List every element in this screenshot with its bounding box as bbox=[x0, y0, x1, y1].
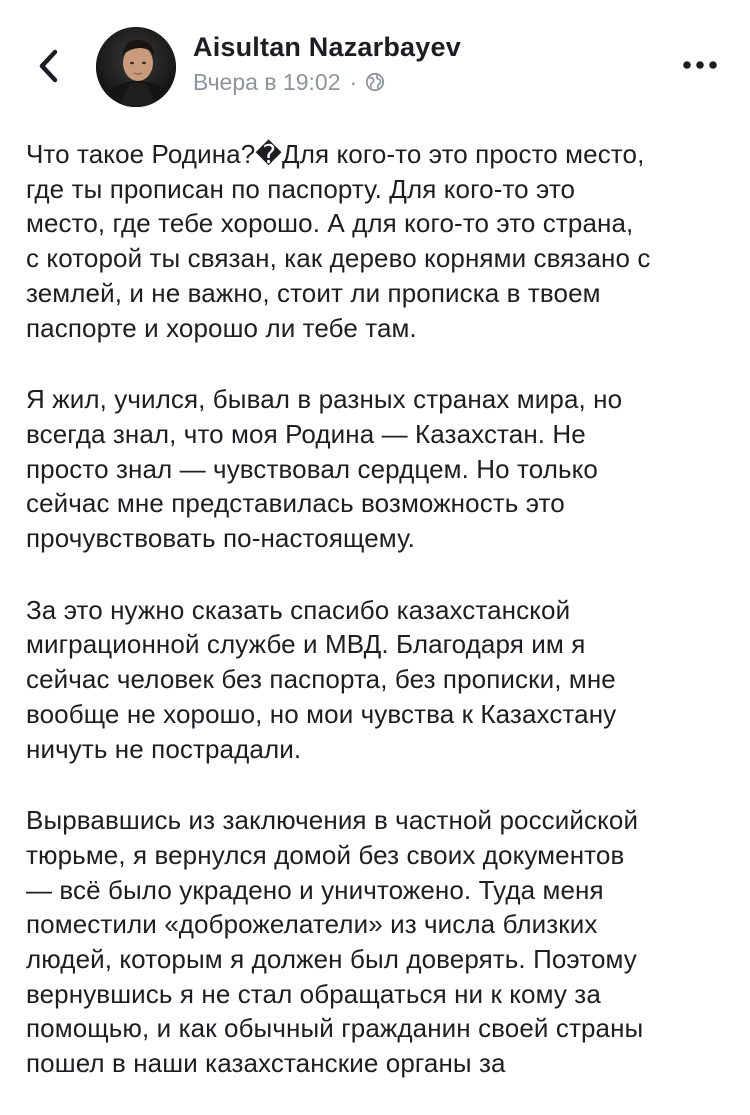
author-name[interactable]: Aisultan Nazarbayev bbox=[193, 32, 461, 62]
post-text bbox=[26, 137, 732, 1115]
post-paragraph: Что такое Родина?�Для кого-то это просто место, где ты прописан по паспорту. Для кого-то это место, где тебе хорошо. А для кого-то это страна, с которой ты связан, как дерево корнями связано с землей, и не важно, стоит ли прописка в твоем паспорте и хорошо ли тебе там. bbox=[26, 139, 651, 343]
post-paragraph: Вырвавшись из заключения в частной российской тюрьме, я вернулся домой без своих документов — всё было украдено и уничтожено. Туда меня поместили «доброжелатели» из числа близких людей, которым я должен был доверять. Поэтому вернувшись я не стал обращаться ни к кому за помощью, и как обычный гражданин своей страны пошел в наши казахстанские органы за bbox=[26, 805, 644, 1079]
post-paragraph: За это нужно сказать спасибо казахстанской миграционной службе и МВД. Благодаря им я сейчас человек без паспорта, без прописки, мне вообще не хорошо, но мои чувства к Казахстану ничуть не пострадали. bbox=[26, 594, 617, 764]
meta-separator: · bbox=[349, 68, 358, 95]
post-header bbox=[0, 0, 750, 120]
post-paragraph: Я жил, учился, бывал в разных странах мира, но всегда знал, что моя Родина — Казахстан. Не просто знал — чувствовал сердцем. Но только сейчас мне представилась возможность это прочувствовать по-настоящему. bbox=[26, 384, 623, 554]
post-timestamp[interactable]: Вчера в 19:02 bbox=[193, 68, 341, 95]
chevron-left-icon bbox=[37, 48, 59, 84]
more-horizontal-icon bbox=[682, 60, 718, 70]
more-options-button[interactable] bbox=[676, 50, 724, 80]
back-button[interactable] bbox=[26, 40, 70, 92]
avatar[interactable] bbox=[96, 27, 176, 107]
profile-photo bbox=[96, 27, 176, 107]
post-meta bbox=[193, 68, 385, 96]
globe-icon bbox=[365, 72, 385, 92]
